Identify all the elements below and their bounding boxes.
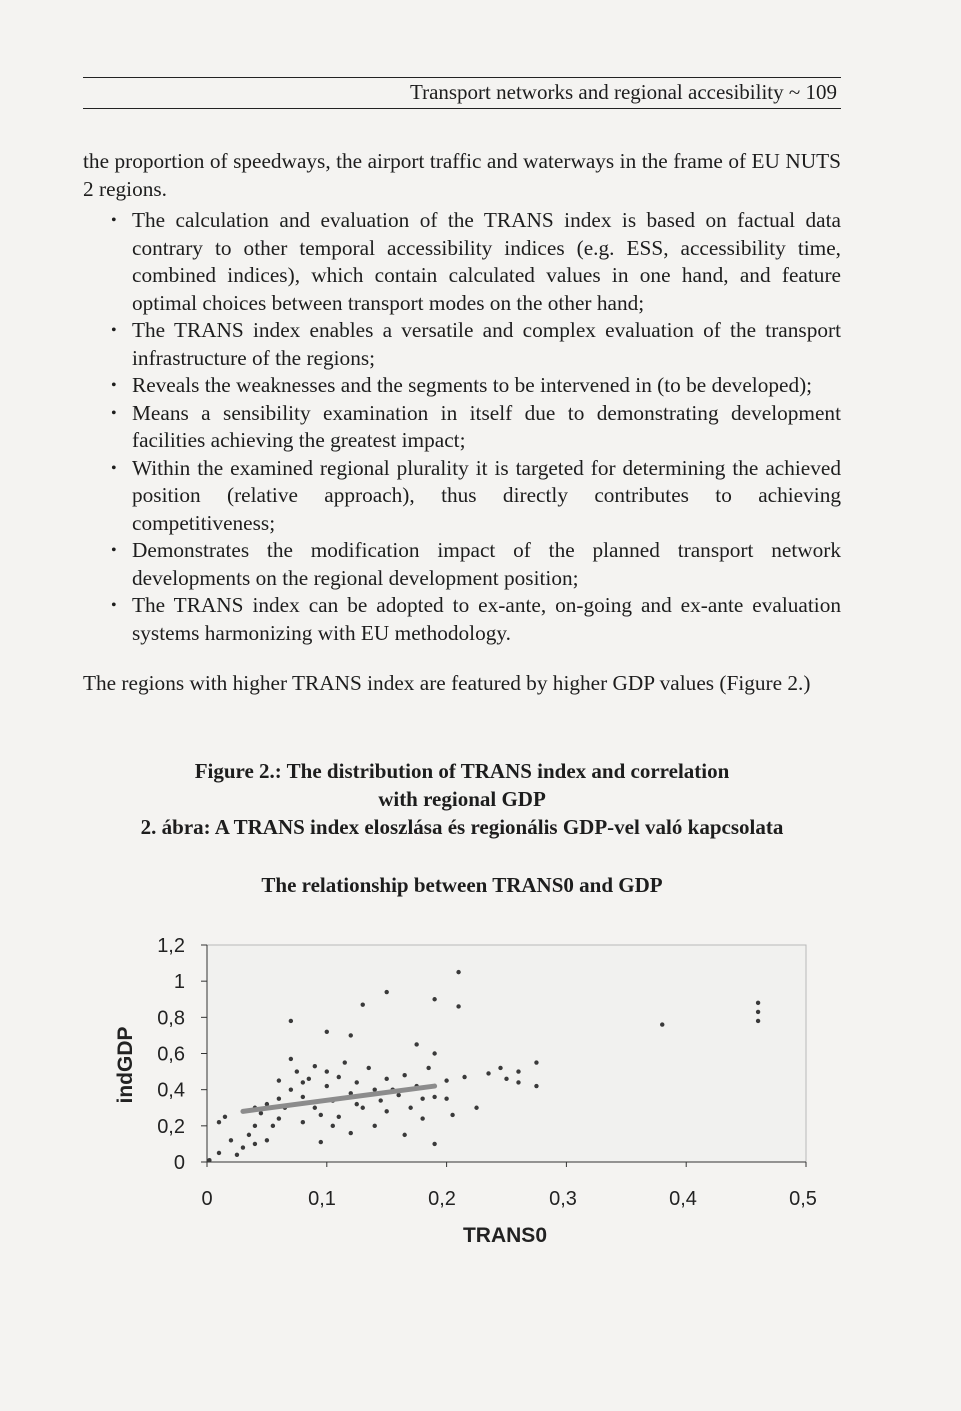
data-point (325, 1084, 329, 1088)
intro-paragraph: the proportion of speedways, the airport traffic and waterways in the frame of EU NUTS 2 regions. (83, 149, 841, 201)
data-point (355, 1102, 359, 1106)
data-point (319, 1113, 323, 1117)
data-point (432, 1095, 436, 1099)
data-point (301, 1095, 305, 1099)
data-point (337, 1075, 341, 1079)
y-tick-label: 0,6 (157, 1043, 185, 1066)
data-point (229, 1138, 233, 1142)
data-point (313, 1064, 317, 1068)
y-tick-label: 0,2 (157, 1115, 185, 1138)
y-tick-label: 0,8 (157, 1007, 185, 1030)
caption-line-1: Figure 2.: The distribution of TRANS index and correlation (194, 759, 730, 783)
y-tick-label: 1 (173, 971, 185, 994)
data-point (456, 1004, 460, 1008)
data-point (450, 1113, 454, 1117)
data-point (271, 1124, 275, 1128)
data-point (414, 1042, 418, 1046)
data-point (373, 1124, 377, 1128)
data-point (516, 1080, 520, 1084)
data-point (373, 1087, 377, 1091)
x-axis-label: TRANS0 (462, 1224, 548, 1247)
data-point (253, 1142, 257, 1146)
bullet-item: • The calculation and evaluation of the TRANS index is based on factual data contrary to other temporal accessibility indices (e.g. ESS, accessibility time, combined indices), which contain calculated values in one hand, and feature optimal choices between transport modes on the other hand; (83, 207, 841, 317)
bullet-item: • The TRANS index enables a versatile and complex evaluation of the transport infrastructure of the regions; (83, 317, 841, 372)
data-point (432, 1142, 436, 1146)
data-point (396, 1093, 400, 1097)
data-point (498, 1066, 502, 1070)
data-point (355, 1080, 359, 1084)
data-point (432, 1051, 436, 1055)
y-tick-label: 0 (173, 1152, 185, 1174)
data-point (408, 1106, 412, 1110)
bullet-item: • Means a sensibility examination in itself due to demonstrating development facilities achieving the greatest impact; (83, 400, 841, 455)
conclusion-paragraph: The regions with higher TRANS index are featured by higher GDP values (Figure 2.) (83, 671, 811, 695)
data-point (444, 1078, 448, 1082)
data-point (277, 1097, 281, 1101)
y-tick-label: 0,4 (157, 1079, 185, 1102)
data-point (456, 970, 460, 974)
data-point (402, 1073, 406, 1077)
data-point (295, 1069, 299, 1073)
data-point (385, 1077, 389, 1081)
data-point (253, 1124, 257, 1128)
data-point (756, 1010, 760, 1014)
data-point (474, 1106, 478, 1110)
data-point (235, 1153, 239, 1157)
bullet-item: • Reveals the weaknesses and the segments to be intervened in (to be developed); (83, 372, 841, 400)
caption-line-3: 2. ábra: A TRANS index eloszlása és regionális GDP-vel való kapcsolata (140, 815, 784, 839)
data-point (301, 1120, 305, 1124)
data-point (289, 1087, 293, 1091)
data-point (331, 1124, 335, 1128)
data-point (361, 1106, 365, 1110)
y-axis-label: indGDP (114, 1026, 137, 1104)
data-point (534, 1084, 538, 1088)
data-point (301, 1080, 305, 1084)
data-point (379, 1098, 383, 1102)
data-point (349, 1131, 353, 1135)
data-point (217, 1120, 221, 1124)
data-point (534, 1060, 538, 1064)
data-point (486, 1071, 490, 1075)
data-point (289, 1019, 293, 1023)
data-point (217, 1151, 221, 1155)
data-point (319, 1140, 323, 1144)
bullet-item: • Within the examined regional plurality it is targeted for determining the achieved position (relative approach), thus directly contributes to achieving competitiveness; (83, 455, 841, 538)
x-tick-label: 0,2 (428, 1188, 456, 1210)
x-tick-label: 0 (201, 1188, 213, 1210)
data-point (349, 1033, 353, 1037)
running-title: Transport networks and regional accesibility ~ 109 (409, 80, 837, 104)
data-point (307, 1077, 311, 1081)
data-point (325, 1069, 329, 1073)
data-point (385, 990, 389, 994)
data-point (313, 1106, 317, 1110)
data-point (223, 1115, 227, 1119)
bullet-item: • The TRANS index can be adopted to ex-ante, on-going and ex-ante evaluation systems harmonizing with EU methodology. (83, 592, 841, 647)
data-point (504, 1077, 508, 1081)
x-tick-label: 0,1 (308, 1188, 336, 1210)
data-point (325, 1030, 329, 1034)
data-point (289, 1057, 293, 1061)
data-point (426, 1066, 430, 1070)
plot-area (207, 945, 806, 1162)
data-point (516, 1069, 520, 1073)
data-point (444, 1097, 448, 1101)
y-tick-label: 1,2 (157, 935, 185, 957)
data-point (756, 1001, 760, 1005)
data-point (241, 1145, 245, 1149)
x-tick-label: 0,5 (789, 1188, 817, 1210)
data-point (265, 1138, 269, 1142)
data-point (367, 1066, 371, 1070)
data-point (462, 1075, 466, 1079)
data-point (402, 1133, 406, 1137)
bullet-item: • Demonstrates the modification impact of the planned transport network developments on the regional development position; (83, 537, 841, 592)
data-point (277, 1116, 281, 1120)
data-point (207, 1158, 211, 1162)
data-point (385, 1109, 389, 1113)
data-point (420, 1116, 424, 1120)
data-point (247, 1133, 251, 1137)
caption-line-2: with regional GDP (378, 787, 546, 811)
data-point (432, 997, 436, 1001)
x-tick-label: 0,4 (669, 1188, 697, 1210)
chart-title: The relationship between TRANS0 and GDP (261, 873, 663, 897)
data-point (361, 1002, 365, 1006)
data-point (420, 1097, 424, 1101)
data-point (343, 1060, 347, 1064)
data-point (277, 1078, 281, 1082)
data-point (337, 1115, 341, 1119)
data-point (756, 1019, 760, 1023)
x-tick-label: 0,3 (549, 1188, 577, 1210)
data-point (660, 1022, 664, 1026)
